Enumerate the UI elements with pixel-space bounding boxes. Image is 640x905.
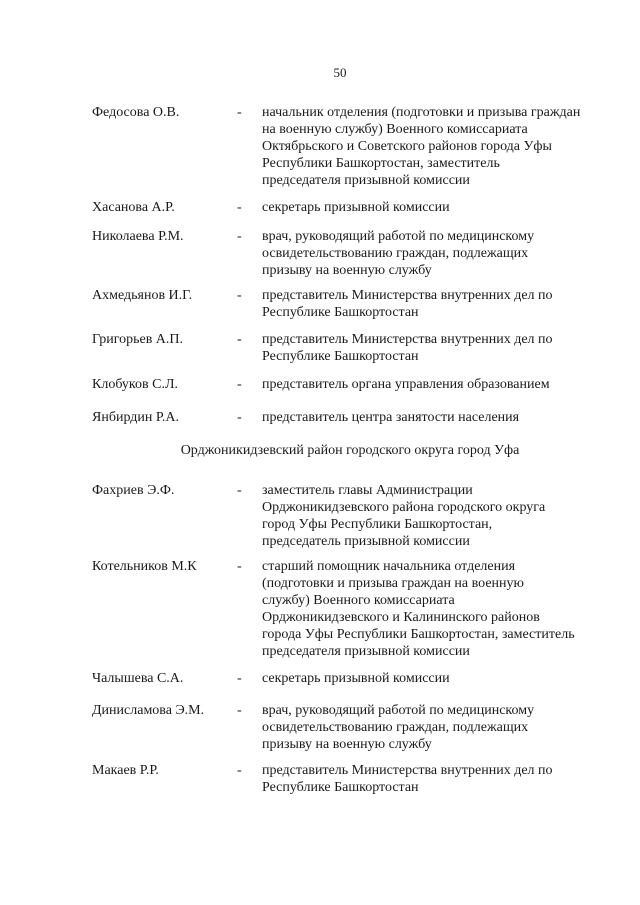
member-role: старший помощник начальника отделения (подготовки и призыва граждан на военную службу) Военного комиссариата Орджоникидзевского и Калининского районов города Уфы Республики Башкортостан, заместитель председателя призывной комиссии — [262, 559, 575, 659]
dash: - — [237, 377, 242, 392]
member-role: начальник отделения (подготовки и призыва граждан на военную службу) Военного комиссариата Октябрьского и Советского районов города Уфы Республики Башкортостан, заместитель председателя призывной комиссии — [262, 105, 581, 188]
dash: - — [237, 410, 242, 425]
member-name: Хасанова А.Р. — [92, 200, 175, 215]
member-name: Николаева Р.М. — [92, 229, 184, 244]
dash: - — [237, 671, 242, 686]
member-role: представитель Министерства внутренних дел по Республике Башкортостан — [262, 763, 553, 795]
dash: - — [237, 200, 242, 215]
member-name: Котельников М.К — [92, 559, 197, 574]
page-number: 50 — [333, 65, 347, 80]
dash: - — [237, 703, 242, 718]
member-role: врач, руководящий работой по медицинскому освидетельствованию граждан, подлежащих призыву на военную службу — [262, 703, 535, 752]
member-name: Фахриев Э.Ф. — [92, 483, 175, 498]
member-role: представитель Министерства внутренних дел по Республике Башкортостан — [262, 332, 553, 364]
member-role: врач, руководящий работой по медицинскому освидетельствованию граждан, подлежащих призыву на военную службу — [262, 229, 535, 278]
member-role: секретарь призывной комиссии — [262, 200, 450, 215]
dash: - — [237, 288, 242, 303]
member-name: Янбирдин Р.А. — [92, 410, 180, 425]
dash: - — [237, 105, 242, 120]
section-heading: Орджоникидзевский район городского округа город Уфа — [180, 443, 520, 458]
member-role: секретарь призывной комиссии — [262, 671, 450, 686]
dash: - — [237, 229, 242, 244]
dash: - — [237, 332, 242, 347]
member-role: представитель Министерства внутренних дел по Республике Башкортостан — [262, 288, 553, 320]
member-role: представитель центра занятости населения — [262, 410, 520, 425]
dash: - — [237, 483, 242, 498]
member-role: представитель органа управления образованием — [262, 377, 550, 392]
member-name: Клобуков С.Л. — [92, 377, 178, 392]
member-name: Чалышева С.А. — [92, 671, 184, 686]
member-name: Григорьев А.П. — [92, 332, 184, 347]
member-name: Ахмедьянов И.Г. — [92, 288, 193, 303]
member-role: заместитель главы Администрации Орджоникидзевского района городского округа город Уфы Республики Башкортостан, председатель призывной комиссии — [262, 483, 546, 549]
dash: - — [237, 559, 242, 574]
dash: - — [237, 763, 242, 778]
member-name: Федосова О.В. — [92, 105, 180, 120]
member-name: Динисламова Э.М. — [92, 703, 205, 718]
member-name: Макаев Р.Р. — [92, 763, 159, 778]
